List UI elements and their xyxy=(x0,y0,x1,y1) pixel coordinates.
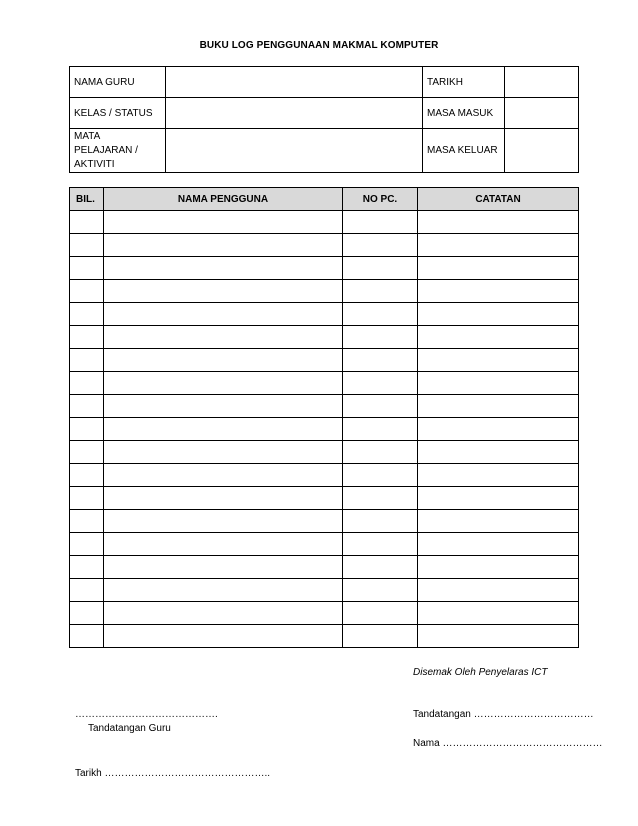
no-pc-cell[interactable] xyxy=(343,533,418,556)
no-pc-cell[interactable] xyxy=(343,579,418,602)
kelas-status-field[interactable] xyxy=(166,98,423,129)
table-row xyxy=(70,556,579,579)
catatan-cell[interactable] xyxy=(418,211,579,234)
tarikh-field[interactable] xyxy=(505,67,579,98)
no-pc-cell[interactable] xyxy=(343,372,418,395)
table-row xyxy=(70,579,579,602)
bil-cell[interactable] xyxy=(70,257,104,280)
no-pc-cell[interactable] xyxy=(343,602,418,625)
info-row-nama-guru xyxy=(70,67,579,98)
table-row xyxy=(70,349,579,372)
bil-cell[interactable] xyxy=(70,533,104,556)
header-nama-pengguna: NAMA PENGGUNA xyxy=(104,188,343,211)
no-pc-cell[interactable] xyxy=(343,326,418,349)
no-pc-cell[interactable] xyxy=(343,234,418,257)
bil-cell[interactable] xyxy=(70,510,104,533)
catatan-cell[interactable] xyxy=(418,533,579,556)
bil-cell[interactable] xyxy=(70,326,104,349)
nama-pengguna-cell[interactable] xyxy=(104,533,343,556)
nama-pengguna-cell[interactable] xyxy=(104,579,343,602)
nama-pengguna-cell[interactable] xyxy=(104,326,343,349)
bil-cell[interactable] xyxy=(70,395,104,418)
table-row xyxy=(70,280,579,303)
tarikh-line: Tarikh ………………………………………….. xyxy=(75,768,271,779)
log-table xyxy=(69,187,579,648)
catatan-cell[interactable] xyxy=(418,326,579,349)
bil-cell[interactable] xyxy=(70,211,104,234)
nama-pengguna-cell[interactable] xyxy=(104,372,343,395)
bil-cell[interactable] xyxy=(70,487,104,510)
nama-pengguna-cell[interactable] xyxy=(104,487,343,510)
bil-cell[interactable] xyxy=(70,625,104,648)
catatan-cell[interactable] xyxy=(418,280,579,303)
no-pc-cell[interactable] xyxy=(343,510,418,533)
nama-pengguna-cell[interactable] xyxy=(104,418,343,441)
table-row xyxy=(70,625,579,648)
table-row xyxy=(70,257,579,280)
no-pc-cell[interactable] xyxy=(343,257,418,280)
info-row-kelas xyxy=(70,98,579,129)
nama-pengguna-cell[interactable] xyxy=(104,211,343,234)
nama-pengguna-cell[interactable] xyxy=(104,625,343,648)
no-pc-cell[interactable] xyxy=(343,556,418,579)
nama-pengguna-cell[interactable] xyxy=(104,395,343,418)
nama-pengguna-cell[interactable] xyxy=(104,510,343,533)
nama-pengguna-cell[interactable] xyxy=(104,280,343,303)
document-title: BUKU LOG PENGGUNAAN MAKMAL KOMPUTER xyxy=(199,40,439,51)
kelas-status-label: KELAS / STATUS xyxy=(70,98,166,129)
tandatangan-line: Tandatangan ……………………………… xyxy=(413,709,594,720)
table-row xyxy=(70,533,579,556)
nama-pengguna-cell[interactable] xyxy=(104,441,343,464)
catatan-cell[interactable] xyxy=(418,418,579,441)
no-pc-cell[interactable] xyxy=(343,418,418,441)
catatan-cell[interactable] xyxy=(418,349,579,372)
no-pc-cell[interactable] xyxy=(343,280,418,303)
catatan-cell[interactable] xyxy=(418,556,579,579)
nama-guru-field[interactable] xyxy=(166,67,423,98)
bil-cell[interactable] xyxy=(70,579,104,602)
nama-pengguna-cell[interactable] xyxy=(104,303,343,326)
bil-cell[interactable] xyxy=(70,464,104,487)
nama-pengguna-cell[interactable] xyxy=(104,602,343,625)
info-table xyxy=(69,66,579,173)
no-pc-cell[interactable] xyxy=(343,441,418,464)
bil-cell[interactable] xyxy=(70,349,104,372)
header-no-pc: NO PC. xyxy=(343,188,418,211)
mata-pelajaran-label-line1: MATA xyxy=(74,131,101,142)
nama-line: Nama ………………………………………… xyxy=(413,738,603,749)
nama-pengguna-cell[interactable] xyxy=(104,464,343,487)
table-row xyxy=(70,487,579,510)
mata-pelajaran-label-line2: PELAJARAN / xyxy=(74,145,138,156)
bil-cell[interactable] xyxy=(70,234,104,257)
no-pc-cell[interactable] xyxy=(343,349,418,372)
no-pc-cell[interactable] xyxy=(343,464,418,487)
no-pc-cell[interactable] xyxy=(343,303,418,326)
catatan-cell[interactable] xyxy=(418,602,579,625)
bil-cell[interactable] xyxy=(70,418,104,441)
table-row xyxy=(70,418,579,441)
catatan-cell[interactable] xyxy=(418,510,579,533)
tandatangan-guru-label: Tandatangan Guru xyxy=(88,723,171,734)
table-row xyxy=(70,234,579,257)
log-header-row xyxy=(70,188,579,211)
catatan-cell[interactable] xyxy=(418,625,579,648)
catatan-cell[interactable] xyxy=(418,487,579,510)
table-row xyxy=(70,326,579,349)
nama-pengguna-cell[interactable] xyxy=(104,234,343,257)
bil-cell[interactable] xyxy=(70,441,104,464)
masa-keluar-label: MASA KELUAR xyxy=(423,129,505,173)
table-row xyxy=(70,602,579,625)
no-pc-cell[interactable] xyxy=(343,487,418,510)
no-pc-cell[interactable] xyxy=(343,395,418,418)
nama-pengguna-cell[interactable] xyxy=(104,257,343,280)
catatan-cell[interactable] xyxy=(418,257,579,280)
table-row xyxy=(70,303,579,326)
nama-guru-label: NAMA GURU xyxy=(70,67,166,98)
guru-signature-line: ……………………………………. xyxy=(75,709,218,720)
masa-masuk-label: MASA MASUK xyxy=(423,98,505,129)
no-pc-cell[interactable] xyxy=(343,211,418,234)
no-pc-cell[interactable] xyxy=(343,625,418,648)
table-row xyxy=(70,441,579,464)
info-row-mata-pelajaran xyxy=(70,129,579,173)
catatan-cell[interactable] xyxy=(418,395,579,418)
catatan-cell[interactable] xyxy=(418,234,579,257)
bil-cell[interactable] xyxy=(70,602,104,625)
mata-pelajaran-label-line3: AKTIVITI xyxy=(74,159,115,170)
disemak-label: Disemak Oleh Penyelaras ICT xyxy=(413,667,548,678)
log-body xyxy=(70,211,579,648)
mata-pelajaran-field[interactable] xyxy=(166,129,423,173)
bil-cell[interactable] xyxy=(70,372,104,395)
bil-cell[interactable] xyxy=(70,280,104,303)
header-catatan: CATATAN xyxy=(418,188,579,211)
masa-keluar-field[interactable] xyxy=(505,129,579,173)
table-row xyxy=(70,395,579,418)
table-row xyxy=(70,464,579,487)
table-row xyxy=(70,211,579,234)
catatan-cell[interactable] xyxy=(418,579,579,602)
catatan-cell[interactable] xyxy=(418,464,579,487)
header-bil: BIL. xyxy=(70,188,104,211)
table-row xyxy=(70,372,579,395)
tarikh-label: TARIKH xyxy=(423,67,505,98)
nama-pengguna-cell[interactable] xyxy=(104,349,343,372)
table-row xyxy=(70,510,579,533)
masa-masuk-field[interactable] xyxy=(505,98,579,129)
catatan-cell[interactable] xyxy=(418,372,579,395)
mata-pelajaran-label xyxy=(70,129,166,173)
bil-cell[interactable] xyxy=(70,303,104,326)
nama-pengguna-cell[interactable] xyxy=(104,556,343,579)
bil-cell[interactable] xyxy=(70,556,104,579)
catatan-cell[interactable] xyxy=(418,303,579,326)
catatan-cell[interactable] xyxy=(418,441,579,464)
